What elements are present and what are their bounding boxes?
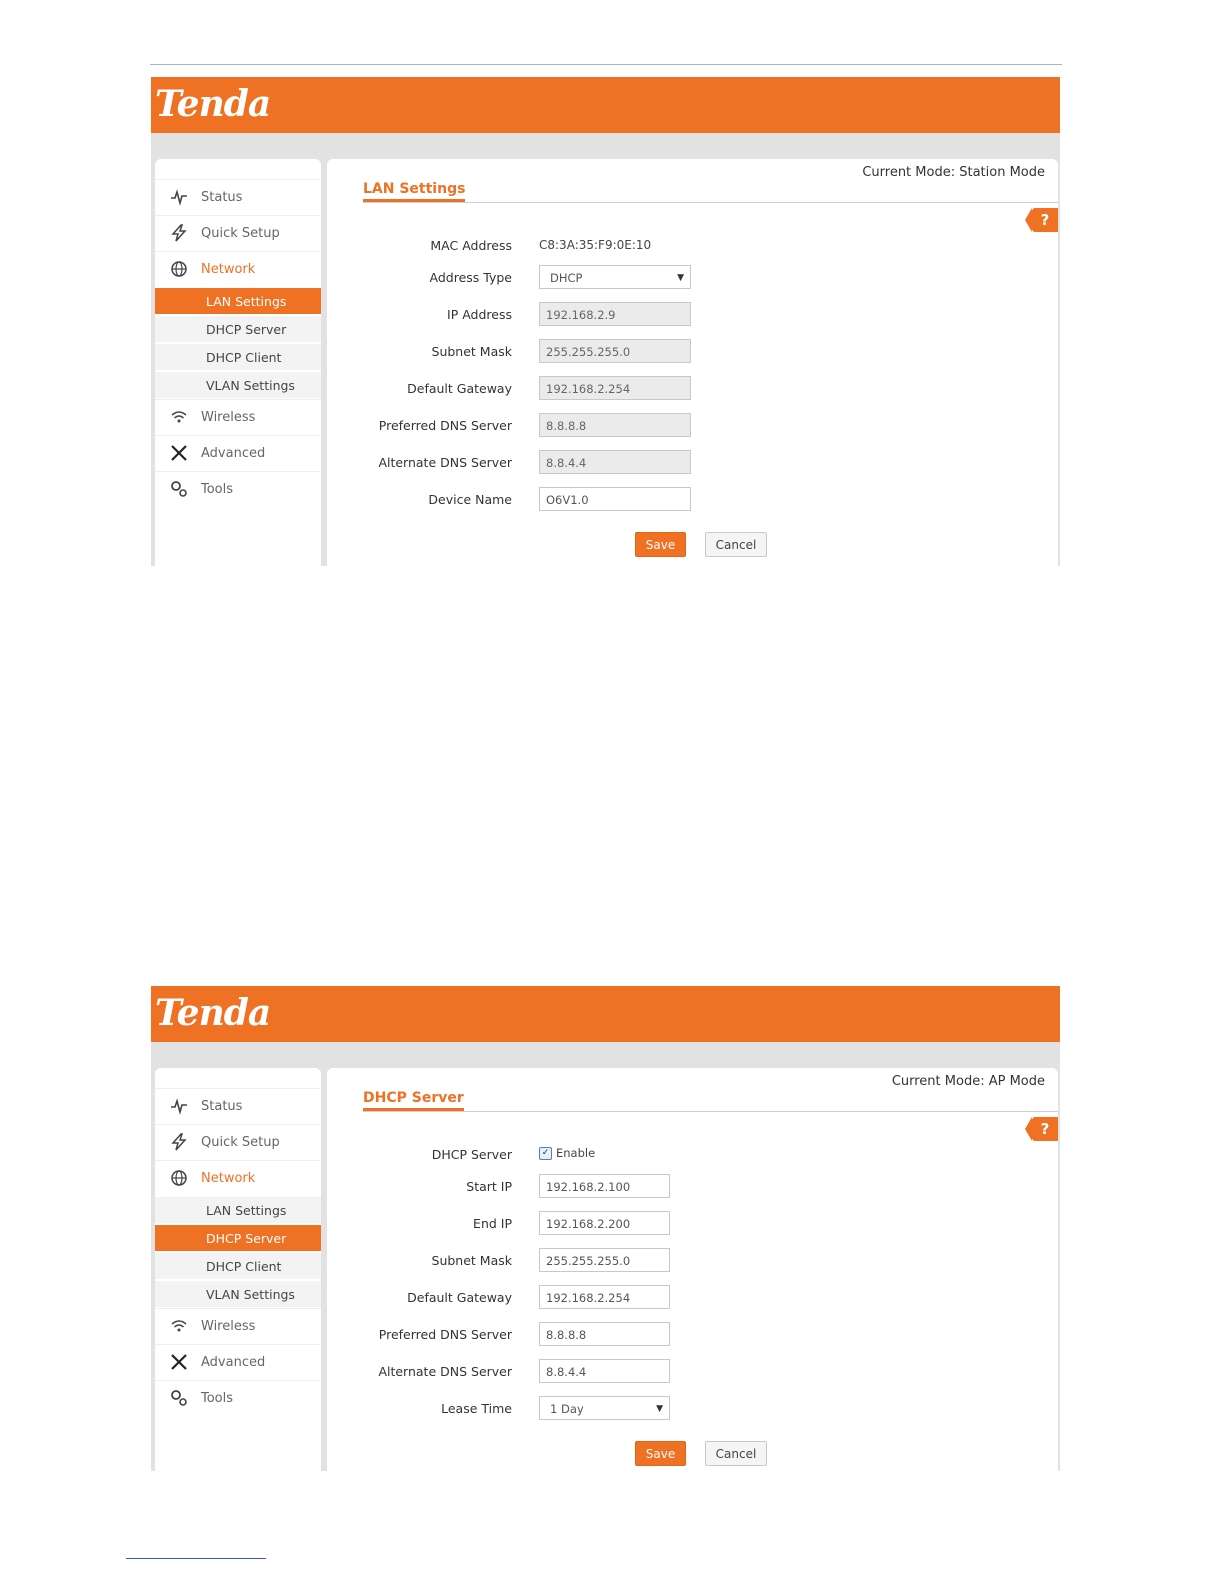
row-subnet-mask <box>327 339 1058 365</box>
main-panel <box>327 159 1058 566</box>
sidebar-item-label: Quick Setup <box>201 226 280 241</box>
sidebar-sub-label: VLAN Settings <box>206 1287 295 1302</box>
pulse-icon <box>170 188 188 206</box>
field-label: MAC Address <box>430 238 512 253</box>
sidebar-item-label: Status <box>201 1099 243 1114</box>
sidebar-item-wireless[interactable] <box>155 399 321 435</box>
field-label: Default Gateway <box>407 1290 512 1305</box>
start-ip-input[interactable]: 192.168.2.100 <box>539 1174 670 1198</box>
default-gateway-input[interactable]: 192.168.2.254 <box>539 1285 670 1309</box>
sidebar-item-network[interactable] <box>155 1160 321 1196</box>
sidebar-item-advanced[interactable] <box>155 435 321 471</box>
chevron-down-icon: ▼ <box>656 1404 663 1414</box>
page-title: LAN Settings <box>363 181 465 202</box>
row-device-name <box>327 487 1058 513</box>
help-button[interactable]: ? <box>1032 1117 1058 1141</box>
sidebar-sub-dhcp-server[interactable] <box>155 1224 321 1251</box>
select-value: 1 Day <box>550 1402 584 1416</box>
sidebar-sub-lan-settings[interactable] <box>155 1196 321 1223</box>
sidebar-item-advanced[interactable] <box>155 1344 321 1380</box>
sidebar-item-label: Network <box>201 1171 256 1186</box>
gears-icon <box>170 1389 188 1407</box>
sidebar-sub-dhcp-client[interactable] <box>155 1252 321 1279</box>
field-label: Address Type <box>429 270 512 285</box>
sidebar <box>155 1068 321 1471</box>
ip-address-input[interactable]: 192.168.2.9 <box>539 302 691 326</box>
field-label: Subnet Mask <box>431 1253 512 1268</box>
field-label: Default Gateway <box>407 381 512 396</box>
lightning-icon <box>170 224 188 242</box>
sidebar-item-label: Wireless <box>201 410 256 425</box>
device-name-input[interactable]: O6V1.0 <box>539 487 691 511</box>
sidebar-sub-label: DHCP Server <box>206 1231 287 1246</box>
address-type-select[interactable] <box>539 265 691 289</box>
sidebar-item-tools[interactable] <box>155 471 321 507</box>
sidebar-item-label: Tools <box>201 482 234 497</box>
help-button[interactable]: ? <box>1032 208 1058 232</box>
row-default-gateway <box>327 1285 1058 1311</box>
dhcp-enable-checkbox[interactable]: ✓ <box>539 1147 552 1160</box>
sidebar-sub-dhcp-server[interactable] <box>155 315 321 342</box>
field-label: Alternate DNS Server <box>378 1364 512 1379</box>
sidebar-item-label: Network <box>201 262 256 277</box>
row-alternate-dns <box>327 1359 1058 1385</box>
select-value: DHCP <box>550 271 583 285</box>
tenda-logo: Tenda <box>155 83 271 125</box>
footnote-divider <box>126 1558 266 1559</box>
lightning-icon <box>170 1133 188 1151</box>
sidebar-sub-label: LAN Settings <box>206 294 287 309</box>
cancel-button[interactable]: Cancel <box>705 1441 767 1466</box>
lease-time-select[interactable] <box>539 1396 670 1420</box>
field-label: DHCP Server <box>431 1147 512 1162</box>
globe-icon <box>170 260 188 278</box>
field-label: Alternate DNS Server <box>378 455 512 470</box>
sidebar-sub-dhcp-client[interactable] <box>155 343 321 370</box>
field-label: Preferred DNS Server <box>378 418 512 433</box>
pulse-icon <box>170 1097 188 1115</box>
default-gateway-input[interactable]: 192.168.2.254 <box>539 376 691 400</box>
row-end-ip <box>327 1211 1058 1237</box>
cancel-button[interactable]: Cancel <box>705 532 767 557</box>
preferred-dns-input[interactable]: 8.8.8.8 <box>539 413 691 437</box>
row-lease-time <box>327 1396 1058 1422</box>
alternate-dns-input[interactable]: 8.8.4.4 <box>539 450 691 474</box>
sidebar-sub-label: VLAN Settings <box>206 378 295 393</box>
sidebar-item-wireless[interactable] <box>155 1308 321 1344</box>
tools-icon <box>170 1353 188 1371</box>
sidebar-item-label: Quick Setup <box>201 1135 280 1150</box>
field-label: End IP <box>473 1216 512 1231</box>
current-mode: Current Mode: Station Mode <box>862 165 1045 180</box>
row-ip-address <box>327 302 1058 328</box>
row-alternate-dns <box>327 450 1058 476</box>
main-panel <box>327 1068 1058 1471</box>
sidebar-item-label: Advanced <box>201 1355 266 1370</box>
field-label: IP Address <box>447 307 512 322</box>
sidebar-item-quick-setup[interactable] <box>155 1124 321 1160</box>
globe-icon <box>170 1169 188 1187</box>
row-mac-address <box>327 233 1058 259</box>
top-divider <box>150 64 1062 65</box>
alternate-dns-input[interactable]: 8.8.4.4 <box>539 1359 670 1383</box>
row-preferred-dns <box>327 1322 1058 1348</box>
sidebar-item-label: Status <box>201 190 243 205</box>
end-ip-input[interactable]: 192.168.2.200 <box>539 1211 670 1235</box>
row-default-gateway <box>327 376 1058 402</box>
row-dhcp-server <box>327 1142 1058 1168</box>
sidebar-item-label: Wireless <box>201 1319 256 1334</box>
sidebar-item-status[interactable] <box>155 179 321 215</box>
sidebar-item-tools[interactable] <box>155 1380 321 1416</box>
screenshot-lan-settings <box>151 77 1060 566</box>
chevron-down-icon: ▼ <box>677 273 684 283</box>
sidebar-item-label: Tools <box>201 1391 234 1406</box>
row-address-type <box>327 265 1058 291</box>
sidebar-sub-label: LAN Settings <box>206 1203 287 1218</box>
tenda-logo: Tenda <box>155 992 271 1034</box>
brand-header <box>151 77 1060 133</box>
subnet-mask-input[interactable]: 255.255.255.0 <box>539 339 691 363</box>
sidebar-item-network[interactable] <box>155 251 321 287</box>
wifi-icon <box>170 408 188 426</box>
sidebar-item-label: Advanced <box>201 446 266 461</box>
sidebar-sub-vlan-settings[interactable] <box>155 1280 321 1307</box>
mac-address-value: C8:3A:35:F9:0E:10 <box>539 238 652 252</box>
row-start-ip <box>327 1174 1058 1200</box>
row-preferred-dns <box>327 413 1058 439</box>
title-divider <box>363 202 1058 203</box>
wifi-icon <box>170 1317 188 1335</box>
sidebar-sub-label: DHCP Client <box>206 1259 282 1274</box>
save-button[interactable]: Save <box>635 532 686 557</box>
preferred-dns-input[interactable]: 8.8.8.8 <box>539 1322 670 1346</box>
page-title: DHCP Server <box>363 1090 464 1111</box>
screenshot-dhcp-server <box>151 986 1060 1471</box>
gears-icon <box>170 480 188 498</box>
field-label: Subnet Mask <box>431 344 512 359</box>
subnet-mask-input[interactable]: 255.255.255.0 <box>539 1248 670 1272</box>
sidebar-sub-label: DHCP Client <box>206 350 282 365</box>
save-button[interactable]: Save <box>635 1441 686 1466</box>
field-label: Device Name <box>428 492 512 507</box>
title-divider <box>363 1111 1058 1112</box>
sidebar-sub-label: DHCP Server <box>206 322 287 337</box>
field-label: Preferred DNS Server <box>378 1327 512 1342</box>
sidebar-item-quick-setup[interactable] <box>155 215 321 251</box>
sidebar-sub-lan-settings[interactable] <box>155 287 321 314</box>
current-mode: Current Mode: AP Mode <box>891 1074 1045 1089</box>
dhcp-enable-label: Enable <box>556 1146 596 1160</box>
field-label: Start IP <box>466 1179 512 1194</box>
sidebar-sub-vlan-settings[interactable] <box>155 371 321 398</box>
sidebar <box>155 159 321 566</box>
brand-header <box>151 986 1060 1042</box>
row-subnet-mask <box>327 1248 1058 1274</box>
field-label: Lease Time <box>441 1401 512 1416</box>
tools-icon <box>170 444 188 462</box>
sidebar-item-status[interactable] <box>155 1088 321 1124</box>
